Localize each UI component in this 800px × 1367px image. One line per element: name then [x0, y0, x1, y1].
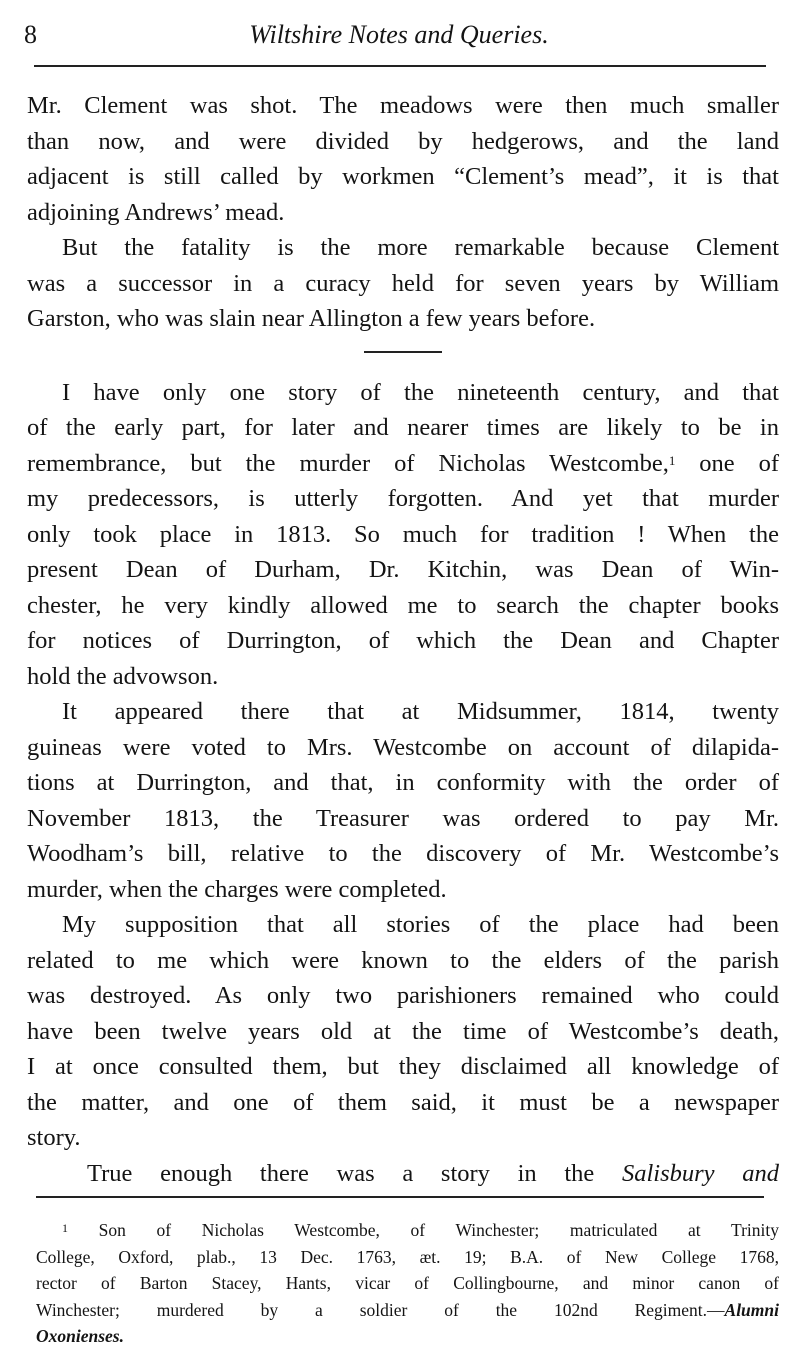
text-line: It appeared there that at Midsummer, 1814, twenty: [62, 698, 779, 725]
footnote-marker: 1: [62, 1221, 68, 1235]
text-line: adjacent is still called by workmen “Clement’s mead”, it is that: [27, 163, 779, 190]
text-fragment: one of: [699, 449, 780, 477]
paragraph-3: [27, 375, 779, 695]
italic-title: Salisbury and: [622, 1159, 779, 1187]
paragraph-2: [27, 230, 779, 337]
text-fragment: Winchester; murdered by a soldier of the 102nd Regiment.—: [36, 1299, 725, 1320]
text-line: story.: [27, 1124, 81, 1151]
text-line: November 1813, the Treasurer was ordered to pay Mr.: [27, 804, 779, 832]
footnote-line: [36, 1217, 779, 1244]
text-fragment: Son of Nicholas Westcombe, of Winchester; matriculated at Trinity: [98, 1220, 779, 1240]
text-line: of the early part, for later and nearer times are likely to be in: [27, 414, 779, 441]
footnote-line: [36, 1297, 779, 1324]
footnote-line: Oxonienses.: [36, 1326, 124, 1346]
italic-source: Alumni: [724, 1299, 779, 1320]
text-line: chester, he very kindly allowed me to search the chapter books: [27, 591, 779, 619]
text-line: only took place in 1813. So much for tradition ! When the: [27, 520, 779, 548]
text-fragment: remembrance, but the murder of Nicholas Westcombe,: [27, 449, 669, 477]
footnote-line: rector of Barton Stacey, Hants, vicar of Collingbourne, and minor canon of: [36, 1273, 779, 1293]
paragraph-4: [27, 694, 779, 907]
text-line: tions at Durrington, and that, in conformity with the order of: [27, 769, 779, 796]
text-line: I at once consulted them, but they disclaimed all knowledge of: [27, 1053, 779, 1080]
paragraph-1: [27, 88, 779, 230]
text-line: was a successor in a curacy held for seven years by William: [27, 269, 779, 297]
page-header: [24, 14, 774, 54]
footnote-rule: [36, 1196, 764, 1198]
text-line: for notices of Durrington, of which the Dean and Chapter: [27, 627, 779, 654]
text-line: murder, when the charges were completed.: [27, 875, 447, 903]
page-number: 8: [24, 20, 37, 49]
text-line: Mr. Clement was shot. The meadows were then much smaller: [27, 92, 779, 119]
footnote-line: College, Oxford, plab., 13 Dec. 1763, æt. 19; B.A. of New College 1768,: [36, 1246, 779, 1267]
text-line: present Dean of Durham, Dr. Kitchin, was Dean of Win-: [27, 556, 779, 583]
text-line: Garston, who was slain near Allington a few years before.: [27, 305, 596, 332]
text-line: the matter, and one of them said, it must be a newspaper: [27, 1088, 779, 1116]
text-line: Woodham’s bill, relative to the discovery of Mr. Westcombe’s: [27, 840, 779, 867]
running-title: Wiltshire Notes and Queries.: [249, 20, 549, 49]
text-line: I have only one story of the nineteenth century, and that: [62, 378, 779, 406]
text-line: guineas were voted to Mrs. Westcombe on account of dilapida-: [27, 733, 779, 761]
text-line: adjoining Andrews’ mead.: [27, 198, 285, 226]
paragraph-5: [27, 907, 779, 1156]
text-line: [27, 1156, 779, 1192]
text-line: My supposition that all stories of the place had been: [62, 911, 779, 938]
text-line: hold the advowson.: [27, 662, 219, 690]
footnote: [36, 1217, 779, 1350]
text-line: have been twelve years old at the time of Westcombe’s death,: [27, 1017, 779, 1045]
text-line: was destroyed. As only two parishioners remained who could: [27, 982, 779, 1009]
header-rule: [34, 65, 766, 67]
body-text: [27, 88, 779, 1191]
paragraph-6: [27, 1156, 779, 1192]
footnote-reference[interactable]: 1: [668, 452, 676, 468]
text-line: But the fatality is the more remarkable because Clement: [62, 234, 779, 261]
text-fragment: True enough there was a story in the: [87, 1159, 595, 1187]
text-line: than now, and were divided by hedgerows, and the land: [27, 127, 779, 155]
text-line-with-footnote: [27, 446, 779, 482]
text-line: related to me which were known to the elders of the parish: [27, 946, 779, 974]
text-line: my predecessors, is utterly forgotten. And yet that murder: [27, 485, 779, 512]
section-divider: [364, 351, 442, 353]
